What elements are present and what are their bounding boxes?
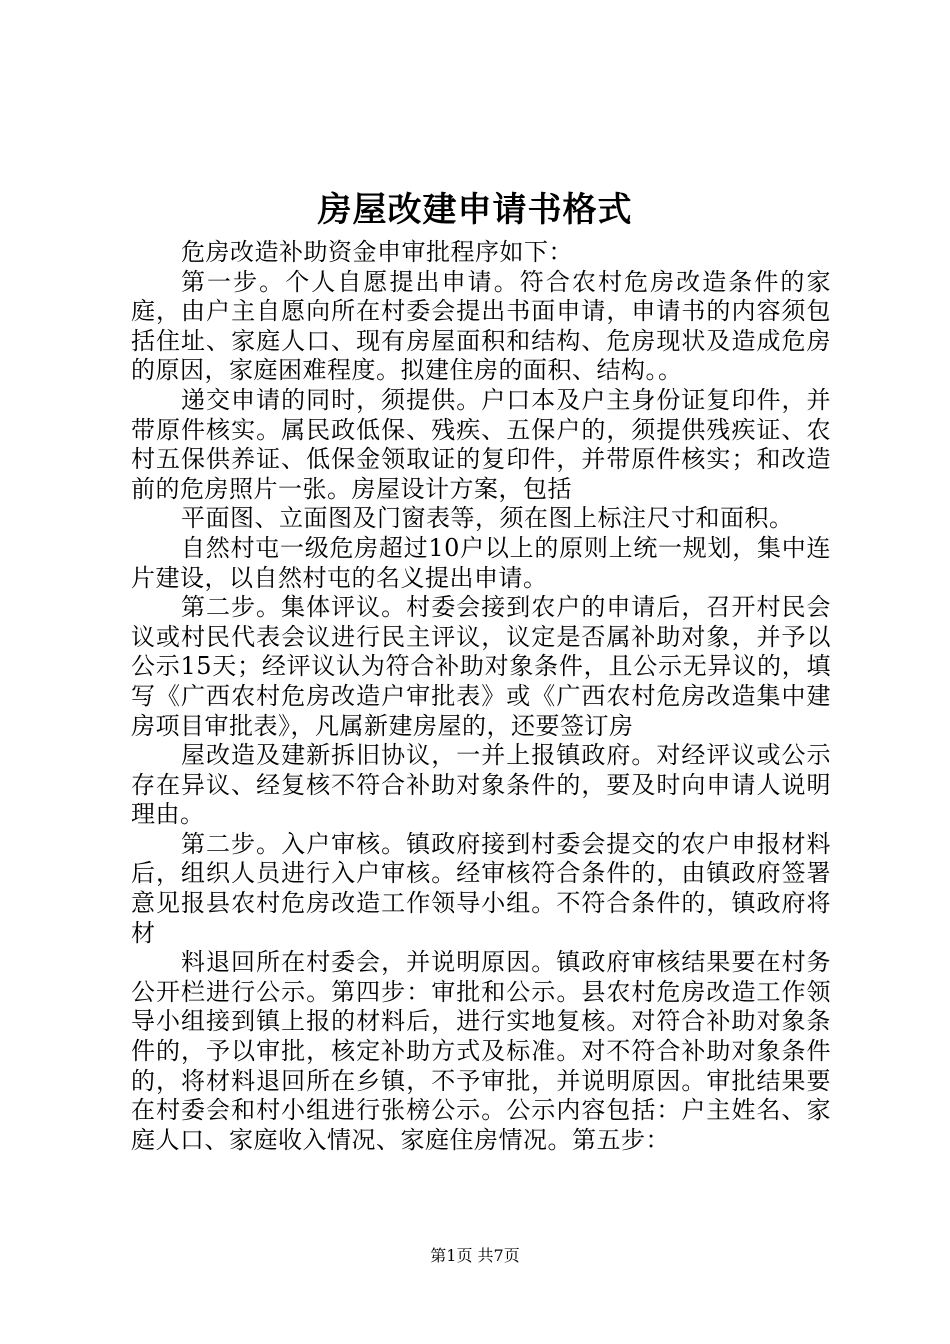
paragraph-step-two-audit: 第二步。入户审核。镇政府接到村委会提交的农户申报材料后，组织人员进行入户审核。经审核符合条件的，由镇政府签署意见报县农村危房改造工作领导小组。不符合条件的，镇政府将材 (131, 829, 831, 947)
paragraph-intro: 危房改造补助资金申审批程序如下： (181, 238, 573, 266)
paragraph-agreement: 屋改造及建新拆旧协议，一并上报镇政府。对经评议或公示存在异议、经复核不符合补助对象条件的，要及时向申请人说明理由。 (131, 741, 831, 829)
document-body (131, 238, 831, 1155)
paragraph-step-two-review: 第二步。集体评议。村委会接到农户的申请后，召开村民会议或村民代表会议进行民主评议，议定是否属补助对象，并予以公示15天；经评议认为符合补助对象条件，且公示无异议的，填写《广西农村危房改造户审批表》或《广西农村危房改造集中建房项目审批表》，凡属新建房屋的，还要签订房 (131, 593, 831, 740)
paragraph-step-one: 第一步。个人自愿提出申请。符合农村危房改造条件的家庭，由户主自愿向所在村委会提出书面申请，申请书的内容须包括住址、家庭人口、现有房屋面积和结构、危房现状及造成危房的原因，家庭困难程度。拟建住房的面积、结构。。 (131, 267, 831, 385)
paragraph-drawings: 平面图、立面图及门窗表等，须在图上标注尺寸和面积。 (181, 504, 794, 533)
paragraph-return-materials: 料退回所在村委会，并说明原因。镇政府审核结果要在村务公开栏进行公示。第四步：审批和公示。县农村危房改造工作领导小组接到镇上报的材料后，进行实地复核。对符合补助对象条件的，予以审批，核定补助方式及标准。对不符合补助对象条件的，将材料退回所在乡镇，不予审批，并说明原因。审批结果要在村委会和村小组进行张榜公示。公示内容包括：户主姓名、家庭人口、家庭收入情况、家庭住房情况。第五步： (131, 948, 831, 1154)
document-title: 房屋改建申请书格式 (317, 190, 633, 230)
paragraph-village-planning: 自然村屯一级危房超过10户以上的原则上统一规划，集中连片建设，以自然村屯的名义提出申请。 (131, 533, 831, 592)
paragraph-submit-documents: 递交申请的同时，须提供。户口本及户主身份证复印件，并带原件核实。属民政低保、残疾、五保户的，须提供残疾证、农村五保供养证、低保金领取证的复印件，并带原件核实；和改造前的危房照片一张。房屋设计方案，包括 (131, 385, 831, 503)
page-footer: 第1页 共7页 (430, 1246, 520, 1265)
